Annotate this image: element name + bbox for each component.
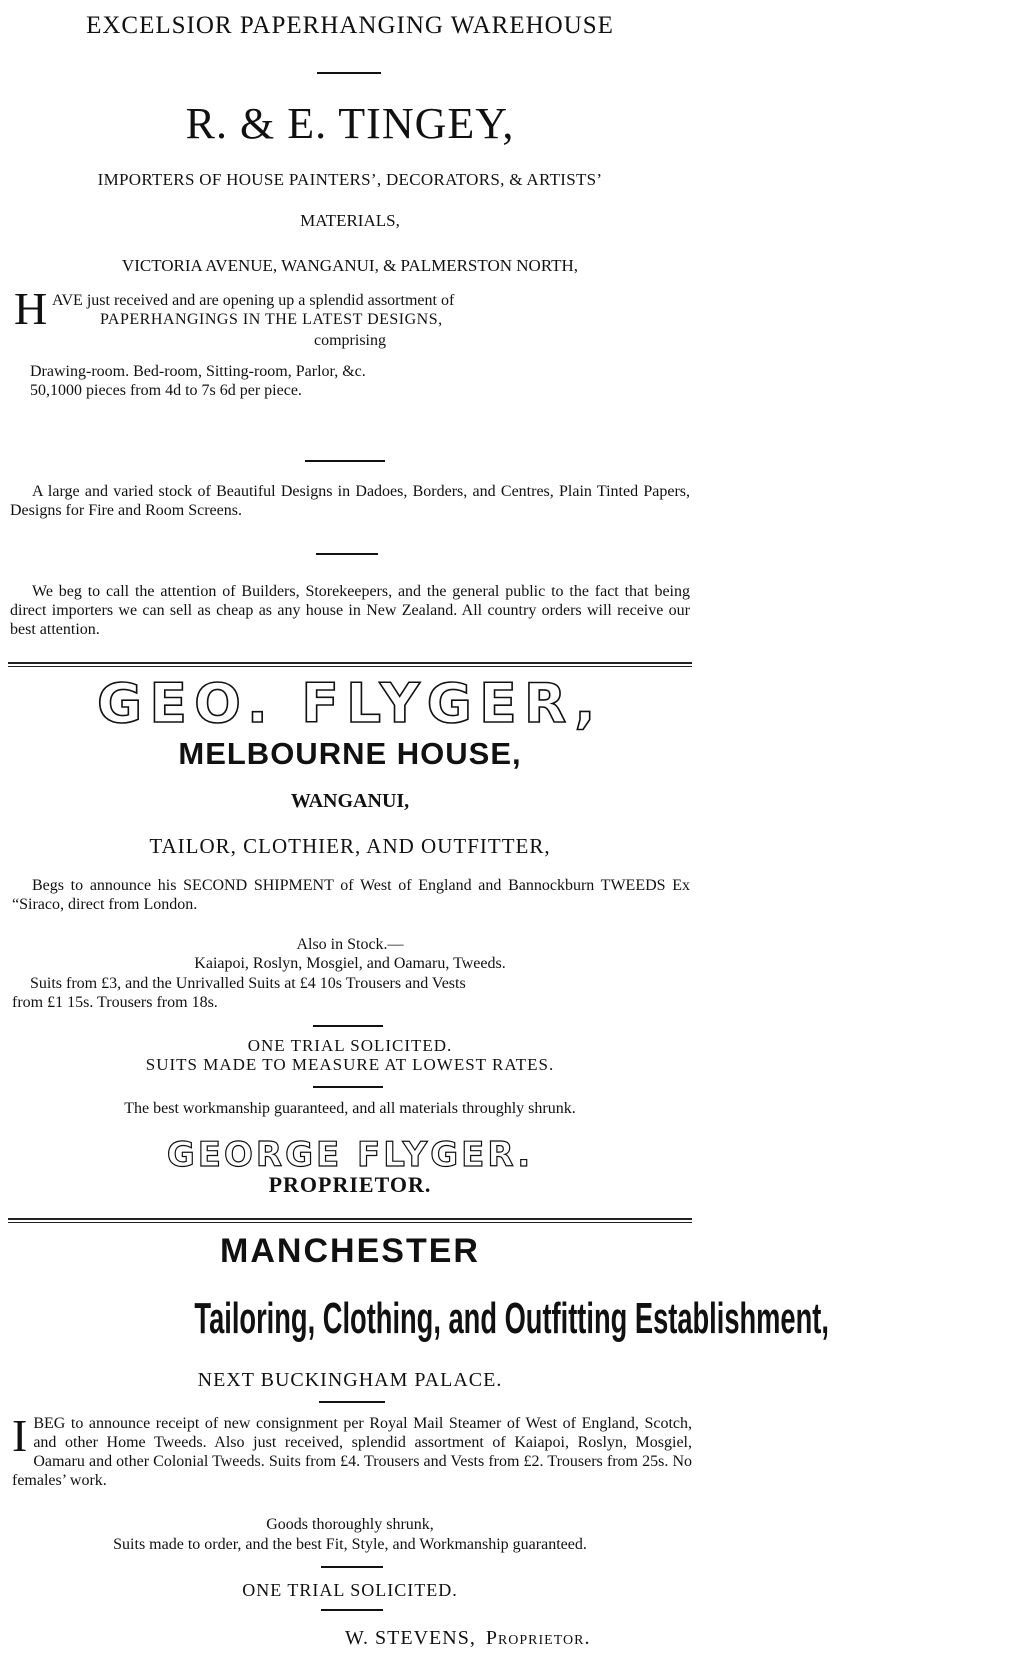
ad1-divider-top bbox=[317, 72, 381, 74]
section-divider-1b bbox=[8, 666, 692, 667]
ad3-signer bbox=[345, 1627, 590, 1650]
ad2-divider-1 bbox=[313, 1025, 383, 1027]
ad3-establishment-wrap bbox=[0, 1294, 829, 1344]
ad3-location: NEXT BUCKINGHAM PALACE. bbox=[197, 1369, 503, 1391]
ad1-importers-line1: IMPORTERS OF HOUSE PAINTERS’, DECORATORS, & ARTISTS’ bbox=[97, 170, 603, 189]
ad1-address: VICTORIA AVENUE, WANGANUI, & PALMERSTON NORTH, bbox=[121, 256, 579, 275]
ad2-divider-2 bbox=[313, 1086, 383, 1088]
ad1-divider-2 bbox=[305, 460, 385, 462]
ad1-attention-paragraph: We beg to call the attention of Builders, Storekeepers, and the general public to the fact that being direct importers we can sell as cheap as any house in New Zealand. All country orders will receive our best attention. bbox=[10, 583, 690, 638]
ad3-signer-name: W. STEVENS, bbox=[345, 1627, 476, 1649]
ad1-rooms: Drawing-room. Bed-room, Sitting-room, Parlor, &c. bbox=[30, 363, 366, 380]
ad2-suits-line1: Suits from £3, and the Unrivalled Suits at £4 10s Trousers and Vests bbox=[30, 975, 466, 992]
ad3-dropcap: I bbox=[12, 1410, 28, 1461]
section-divider-1 bbox=[8, 662, 692, 664]
ad2-suits-line2: from £1 15s. Trousers from 18s. bbox=[12, 994, 218, 1011]
ad3-divider-2 bbox=[321, 1566, 383, 1568]
ad1-dropcap: H bbox=[14, 283, 48, 334]
ad3-trial: ONE TRIAL SOLICITED. bbox=[242, 1580, 458, 1600]
ad1-para1-line2: PAPERHANGINGS IN THE LATEST DESIGNS, bbox=[100, 311, 443, 328]
ad2-proprietor-wrap bbox=[0, 1135, 700, 1175]
ad3-body-block bbox=[12, 1410, 692, 1490]
ad2-proprietor-title: PROPRIETOR. bbox=[268, 1172, 432, 1197]
ad3-order: Suits made to order, and the best Fit, Style, and Workmanship guaranteed. bbox=[113, 1536, 587, 1553]
ad2-measure: SUITS MADE TO MEASURE AT LOWEST RATES. bbox=[145, 1055, 555, 1074]
ad2-name: GEO. FLYGER, bbox=[97, 672, 603, 735]
ad2-house: MELBOURNE HOUSE, bbox=[178, 736, 522, 771]
ad2-trial: ONE TRIAL SOLICITED. bbox=[247, 1036, 453, 1055]
ad3-signer-title: Proprietor. bbox=[485, 1627, 591, 1649]
ad2-town: WANGANUI, bbox=[290, 790, 410, 812]
ad1-firm-name: R. & E. TINGEY, bbox=[185, 99, 515, 148]
ad2-shipment: Begs to announce his SECOND SHIPMENT of West of England and Bannockburn TWEEDS Ex “Siraco, direct from London. bbox=[12, 877, 690, 913]
ad1-stock-paragraph: A large and varied stock of Beautiful Designs in Dadoes, Borders, and Centres, Plain Tinted Papers, Designs for Fire and Room Screens. bbox=[10, 483, 690, 519]
ad3-body: BEG to announce receipt of new consignment per Royal Mail Steamer of West of England, Scotch, and other Home Tweeds. Also just received, splendid assortment of Kaiapoi, Roslyn, Mosgiel, Oamaru and other Colonial Tweeds. Suits from £4. Trousers and Vests from £2. Trousers from 25s. No females’ work. bbox=[12, 1415, 692, 1489]
ad2-tweeds: Kaiapoi, Roslyn, Mosgiel, and Oamaru, Tweeds. bbox=[194, 955, 506, 972]
ad1-importers-line2: MATERIALS, bbox=[300, 211, 400, 230]
ad1-divider-3 bbox=[316, 553, 378, 555]
ad1-pieces: 50,1000 pieces from 4d to 7s 6d per piece. bbox=[30, 382, 302, 399]
ad3-divider-1 bbox=[319, 1401, 385, 1403]
ad2-trade: TAILOR, CLOTHIER, AND OUTFITTER, bbox=[149, 834, 551, 858]
ad3-divider-3 bbox=[321, 1609, 383, 1611]
section-divider-2 bbox=[8, 1218, 692, 1220]
section-divider-2b bbox=[8, 1222, 692, 1223]
ad1-comprising: comprising bbox=[314, 332, 386, 349]
ad2-workmanship: The best workmanship guaranteed, and all materials throughly shrunk. bbox=[124, 1100, 576, 1117]
ad3-shrunk: Goods thoroughly shrunk, bbox=[266, 1516, 434, 1533]
ad2-name-wrap bbox=[0, 672, 700, 735]
ad3-establishment: Tailoring, Clothing, and Outfitting Establishment, bbox=[194, 1294, 829, 1343]
ad2-proprietor-name: GEORGE FLYGER. bbox=[166, 1135, 534, 1175]
ad1-para1-line1: AVE just received and are opening up a splendid assortment of bbox=[52, 292, 455, 309]
ad3-title: MANCHESTER bbox=[220, 1232, 480, 1270]
ad2-also: Also in Stock.— bbox=[296, 936, 404, 953]
ad1-header: EXCELSIOR PAPERHANGING WAREHOUSE bbox=[86, 12, 614, 39]
